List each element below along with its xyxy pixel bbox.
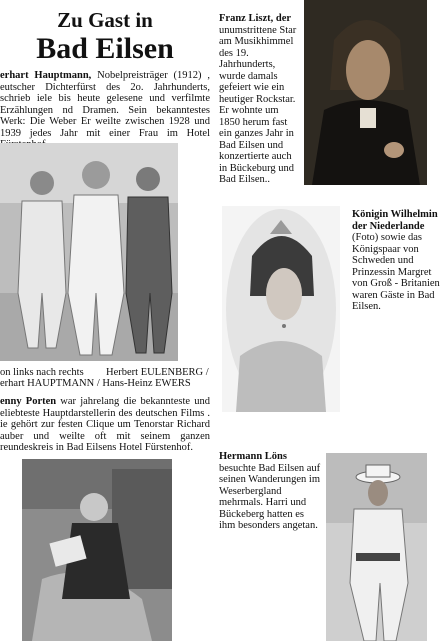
liszt-line: 1850 herum fast bbox=[219, 116, 288, 128]
page-title-line2: Bad Eilsen bbox=[36, 32, 174, 65]
liszt-line: des 19. bbox=[219, 47, 249, 59]
liszt-line: Er wohnte um bbox=[219, 105, 279, 116]
hauptmann-caption-right: Herbert EULENBERG / bbox=[106, 367, 209, 378]
hauptmann-name: erhart Hauptmann, bbox=[0, 70, 92, 81]
loens-name: Hermann Löns bbox=[219, 451, 287, 462]
loens-line: Bückeberg hatten es bbox=[219, 508, 304, 520]
porten-text bbox=[0, 396, 210, 454]
hauptmann-description: Nobelpreisträger (1912) , eutscher Dichterfürst des 2o. Jahrhunderts, schrieb iele bis heute gelesene und verfilmte Erzählungen nd Dramen. Sein bekanntestes Werk: Die Weber Er weilte zwischen 1928 und 1939 jedes Jahr mit einer Frau im Hotel bbox=[0, 70, 211, 139]
loens-line: Weserbergland bbox=[219, 485, 282, 497]
wilhelmina-line: Schweden und bbox=[352, 255, 414, 266]
loens-line: mehrmals. Harri und bbox=[219, 497, 307, 508]
wilhelmina-line: (Foto) sowie das bbox=[352, 232, 422, 243]
liszt-text bbox=[219, 13, 305, 186]
liszt-line: Bad Eilsen und bbox=[219, 139, 284, 151]
porten-description: war jahrelang die bekannteste und eliebteste Hauptdarstellerin des deutschen Films . ie gehört zur festen Clique um Tenorstar Richard auber und weilte oft mit seinem ganzen reundeskreis in Bad Eilsens Hotel Fürstenhof. bbox=[0, 396, 210, 453]
wilhelmina-line: waren Gäste in Bad bbox=[352, 289, 435, 301]
wilhelmina-name-line1: Königin Wilhelmin bbox=[352, 209, 438, 220]
wilhelmina-portrait bbox=[222, 206, 340, 412]
porten-photo bbox=[22, 459, 172, 641]
wilhelmina-line: Eilsen. bbox=[352, 301, 381, 312]
loens-line: ihm besonders angetan. bbox=[219, 520, 318, 531]
loens-line: besuchte Bad Eilsen auf bbox=[219, 462, 321, 474]
liszt-line: gefeiert wie ein bbox=[219, 82, 285, 93]
liszt-name: Franz Liszt, der bbox=[219, 13, 292, 24]
liszt-line: heutiger Rockstar. bbox=[219, 93, 296, 105]
porten-name: enny Porten bbox=[0, 396, 57, 407]
wilhelmina-name-line2: der Niederlande bbox=[352, 220, 425, 232]
wilhelmina-line: von Groß - Britanien bbox=[352, 278, 440, 289]
liszt-line: konzertierte auch bbox=[219, 151, 292, 162]
hauptmann-caption-line2: erhart HAUPTMANN / Hans-Heinz EWERS bbox=[0, 378, 191, 389]
liszt-line: Bad Eilsen.. bbox=[219, 174, 271, 185]
hauptmann-text bbox=[0, 70, 210, 151]
loens-text bbox=[219, 451, 329, 532]
liszt-line: wurde damals bbox=[219, 70, 278, 82]
liszt-line: unumstrittene Star bbox=[219, 24, 297, 36]
hauptmann-caption-left: on links nach rechts bbox=[0, 367, 84, 378]
page-title-line1: Zu Gast in bbox=[57, 8, 153, 32]
liszt-line: Jahrhunderts, bbox=[219, 59, 276, 70]
hauptmann-group-photo bbox=[0, 143, 178, 361]
wilhelmina-text bbox=[352, 209, 440, 313]
loens-line: seinen Wanderungen im bbox=[219, 474, 321, 485]
loens-photo bbox=[326, 453, 427, 641]
liszt-line: ein ganzes Jahr in bbox=[219, 128, 294, 139]
liszt-portrait bbox=[304, 0, 427, 185]
wilhelmina-line: Prinzessin Margret bbox=[352, 266, 432, 278]
liszt-line: am Musikhimmel bbox=[219, 36, 294, 47]
wilhelmina-line: Königspaar von bbox=[352, 243, 419, 255]
liszt-line: in Bückeburg und bbox=[219, 162, 295, 174]
